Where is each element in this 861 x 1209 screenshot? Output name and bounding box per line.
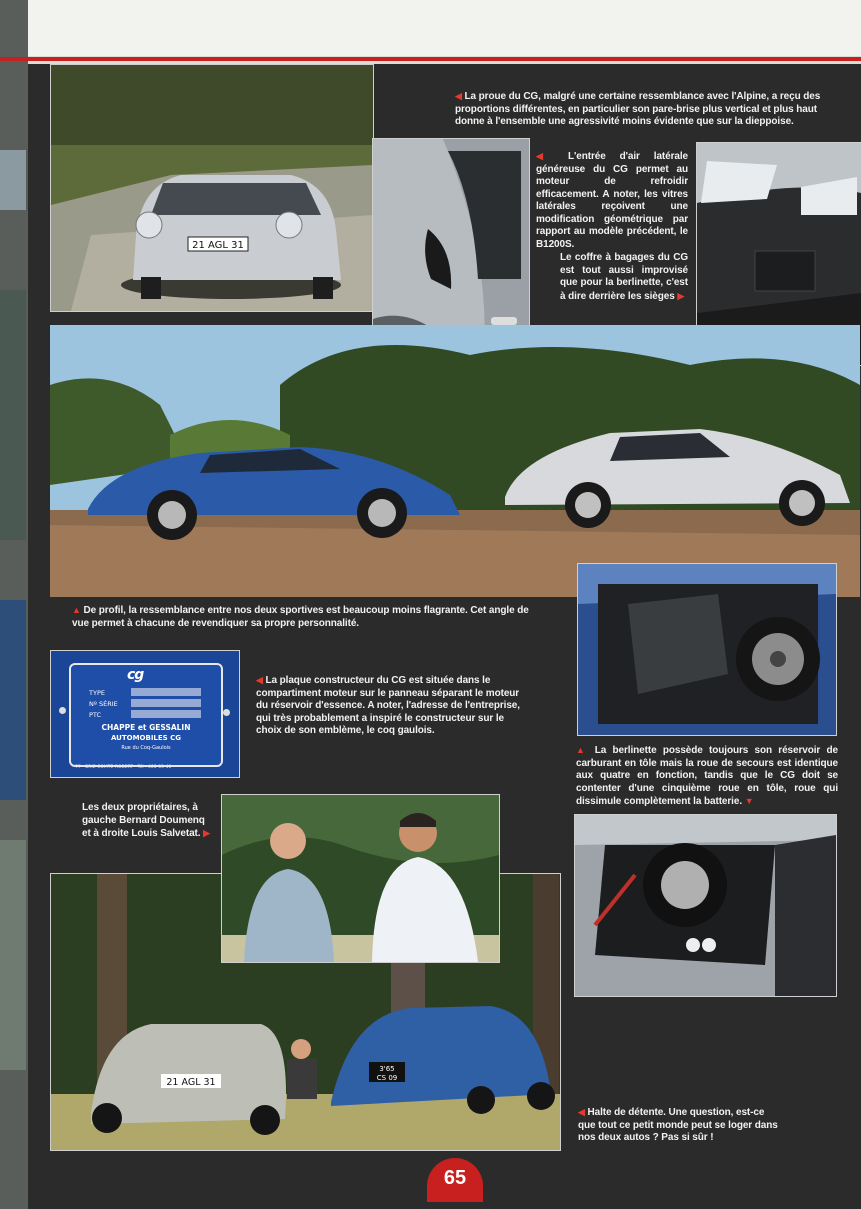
license-plate-rear-cg: 21 AGL 31	[166, 1077, 216, 1088]
caption-fuel-tank: ▲ La berlinette possède toujours son réservoir de carburant en tôle mais la roue de secours est identique aux quatre en fonction, tandis que le CG doit se contenter d'une cinquième roue en tôle, roue qui dissimule complètement la batterie. ▼	[576, 745, 838, 807]
arrow-right-icon: ▶	[203, 828, 210, 838]
arrow-up-icon: ▲	[72, 605, 81, 615]
plate-company-line2: AUTOMOBILES CG	[110, 734, 182, 742]
caption-profile: ▲ De profil, la ressemblance entre nos deux sportives est beaucoup moins flagrante. Cet angle de vue permet à chacune de revendiquer sa propre personnalité.	[72, 605, 529, 629]
license-plate-rear-alpine-bottom: CS 09	[376, 1074, 398, 1082]
cg-logo: cg	[127, 667, 144, 683]
plate-type-label: TYPE	[89, 689, 105, 697]
plate-address-line: Rue du Coq-Gaulois	[121, 745, 171, 751]
caption-halt: ◀ Halte de détente. Une question, est-ce que tout ce petit monde peut se loger dans nos deux autos ? Pas si sûr !	[578, 1107, 778, 1143]
license-plate-text: 21 AGL 31	[192, 240, 244, 251]
plate-company-line1: CHAPPE et GESSALIN	[101, 723, 191, 732]
caption-proue: ◀ La proue du CG, malgré une certaine ressemblance avec l'Alpine, a reçu des proportions différentes, en particulier son pare-brise plus vertical et plus haut donne à l'ensemble une agressivité moins évidente que sur la dieppoise.	[455, 91, 821, 127]
arrow-left-icon: ◀	[536, 151, 555, 161]
photo-manufacturer-plate	[50, 650, 240, 778]
photo-profile-both	[50, 325, 860, 597]
arrow-left-icon: ◀	[578, 1107, 585, 1117]
caption-owners: Les deux propriétaires, à gauche Bernard Doumenq et à droite Louis Salvetat. ▶	[82, 802, 210, 839]
photo-spare-wheel	[574, 814, 837, 997]
plate-city-line: 77 - BRIE-COMTE-ROBERT - Tél : 405-03-41	[75, 765, 172, 770]
red-rule	[0, 57, 861, 61]
photo-cg-front	[50, 64, 374, 312]
arrow-down-icon: ▼	[744, 796, 754, 806]
arrow-left-icon: ◀	[256, 675, 263, 685]
photo-two-owners	[221, 794, 500, 963]
page-top-margin	[28, 0, 861, 56]
left-page-edge	[0, 0, 28, 1209]
arrow-left-icon: ◀	[455, 91, 462, 101]
plate-ptc-label: PTC	[89, 711, 102, 719]
caption-plate: ◀ La plaque constructeur du CG est située dans le compartiment moteur sur le panneau séparant le moteur du réservoir d'essence. A noter, l'adresse de l'entreprise, qui très probablement a inspiré le constructeur sur le choix de son emblème, le coq gaulois.	[256, 675, 520, 736]
license-plate-rear-alpine-top: 3'65	[379, 1065, 395, 1073]
arrow-up-icon: ▲	[576, 745, 589, 755]
arrow-right-icon: ▶	[677, 290, 685, 301]
caption-air-intake: ◀ L'entrée d'air latérale généreuse du CG permet au moteur de refroidir efficacement. A noter, les vitres latérales reçoivent une modification géométrique par rapport au modèle précédent, le B1200S.	[536, 151, 688, 250]
page-number: 65	[427, 1158, 483, 1202]
plate-serie-label: Nº SÉRIE	[89, 700, 118, 708]
caption-luggage: Le coffre à bagages du CG est tout aussi improvisé que pour la berlinette, c'est à dire derrière les sièges ▶	[560, 252, 688, 302]
photo-fuel-tank	[577, 563, 837, 736]
